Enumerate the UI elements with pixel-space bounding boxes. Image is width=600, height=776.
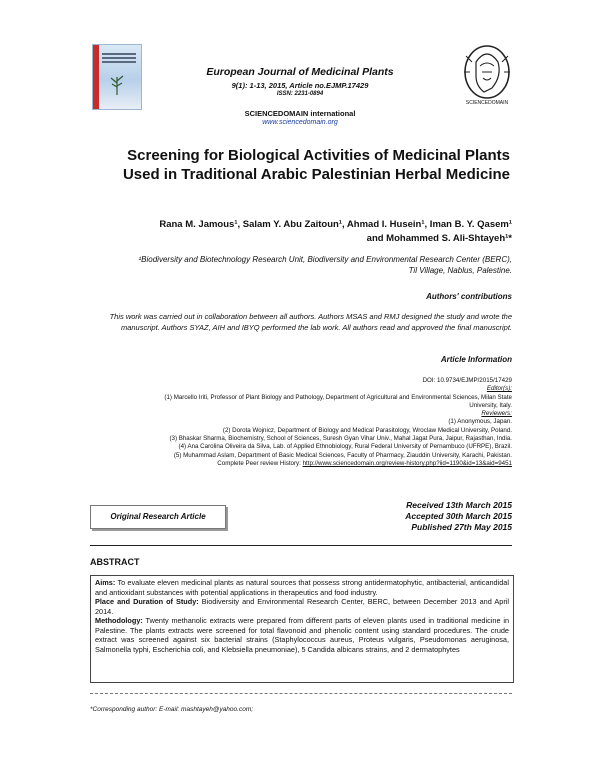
editor-entry-cont: University, Italy.	[469, 401, 512, 409]
journal-cover-image	[92, 44, 142, 110]
reviewer-entry: (4) Ana Carolina Oliveira da Silva, Lab. of Applied Ethnobiology, Rural Federal University of Pernambuco (UFRPE), Brazil.	[178, 443, 512, 451]
reviewers-label: Reviewers:	[481, 410, 512, 418]
reviewer-entry: (3) Bhaskar Sharma, Biochemistry, School of Sciences, Suresh Gyan Vihar Univ., Mahal Jagat Pura, Jaipur, Rajasthan, India.	[169, 435, 512, 443]
place-label: Place and Duration of Study:	[95, 597, 199, 606]
editor-entry: (1) Marcello Iriti, Professor of Plant Biology and Pathology, Department of Agricultural and Environmental Sciences, Milan State	[164, 393, 512, 401]
publisher-url[interactable]: www.sciencedomain.org	[262, 119, 338, 126]
contributions-heading: Authors' contributions	[426, 292, 512, 301]
place-text: Biodiversity and Environmental Research Center, BERC, between December 2013 and April 2014.	[95, 597, 509, 616]
article-info	[60, 377, 512, 468]
plant-icon	[107, 71, 127, 95]
peer-review-label: Complete Peer review History:	[217, 459, 303, 467]
published-date: Published 27th May 2015	[411, 522, 512, 532]
publisher-name: SCIENCEDOMAIN international	[244, 109, 356, 118]
reviewer-entry: (5) Muhammad Aslam, Department of Basic Medical Sciences, Faculty of Pharmacy, Ziauddin University, Karachi, Pakistan.	[173, 451, 512, 459]
doi: DOI: 10.9734/EJMP/2015/17429	[422, 377, 512, 384]
corresponding-author-footnote: *Corresponding author: E-mail: mashtayeh@yahoo.com;	[90, 706, 254, 713]
received-date: Received 13th March 2015	[406, 500, 512, 510]
peer-review-link[interactable]: http://www.sciencedomain.org/review-history.php?iid=1190&id=13&aid=9451	[302, 459, 512, 467]
contributions-text: This work was carried out in collaboration between all authors. Authors MSAS and RMJ designed the study and wrote the manuscript. Authors SYAZ, AIH and IBYQ performed the lab work. All authors read and approved the final manuscript.	[109, 312, 512, 332]
accepted-date: Accepted 30th March 2015	[405, 511, 512, 521]
author-line-1: Rana M. Jamous¹, Salam Y. Abu Zaitoun¹, Ahmad I. Husein¹, Iman B. Y. Qasem¹	[159, 219, 512, 230]
author-line-2: and Mohammed S. Ali-Shtayeh¹*	[366, 233, 512, 244]
methodology-label: Methodology:	[95, 616, 143, 625]
journal-issn: ISSN: 2231-0894	[276, 91, 324, 97]
publication-dates	[330, 500, 512, 533]
abstract-heading: ABSTRACT	[90, 557, 140, 567]
reviewer-entry: (1) Anonymous, Japan.	[448, 418, 512, 426]
logo-caption: SCIENCEDOMAIN	[465, 100, 509, 106]
methodology-text: Twenty methanolic extracts were prepared from different parts of eleven plants used in traditional medicine in Palestine. The plants extracts were screened for total flavonoid and phenolic content using standard procedures. The crude extract was screened against six bacterial strains (Staphylococcus aureus, Proteus vulgaris, Pseudomonas aeruginosa, Salmonella typhi, Escherichia coli, and Klebsiella pneumoniae), 5 Candida albicans strains, and 2 dermatophytes	[95, 616, 509, 654]
abstract-text	[95, 578, 509, 654]
affiliation: ¹Biodiversity and Biotechnology Research Unit, Biodiversity and Environmental Research Center (BERC), Til Village, Nablus, Palestine.	[138, 255, 512, 275]
aims-label: Aims:	[95, 578, 116, 587]
article-type-badge: Original Research Article	[90, 505, 226, 529]
journal-issue: 9(1): 1-13, 2015, Article no.EJMP.17429	[231, 81, 369, 90]
aims-text: To evaluate eleven medicinal plants as natural sources that possess strong antidermatophytic, antibacterial, anticandidal and antioxidant substances with potential applications in therapeutics and food industry.	[95, 578, 509, 597]
paper-title: Screening for Biological Activities of Medicinal Plants Used in Traditional Arabic Palestinian Herbal Medicine	[122, 147, 510, 183]
article-info-heading: Article Information	[440, 355, 512, 364]
reviewer-entry: (2) Dorota Wojnicz, Department of Biology and Medical Parasitology, Wroclaw Medical University, Poland.	[222, 426, 512, 434]
abstract-box	[90, 575, 514, 683]
divider	[90, 545, 512, 546]
publisher-logo-icon	[458, 42, 516, 104]
editors-label: Editor(s):	[486, 385, 512, 393]
author-list	[74, 218, 512, 246]
peer-review-history	[60, 460, 512, 468]
journal-name: European Journal of Medicinal Plants	[206, 66, 394, 78]
footnote-divider	[90, 693, 512, 695]
